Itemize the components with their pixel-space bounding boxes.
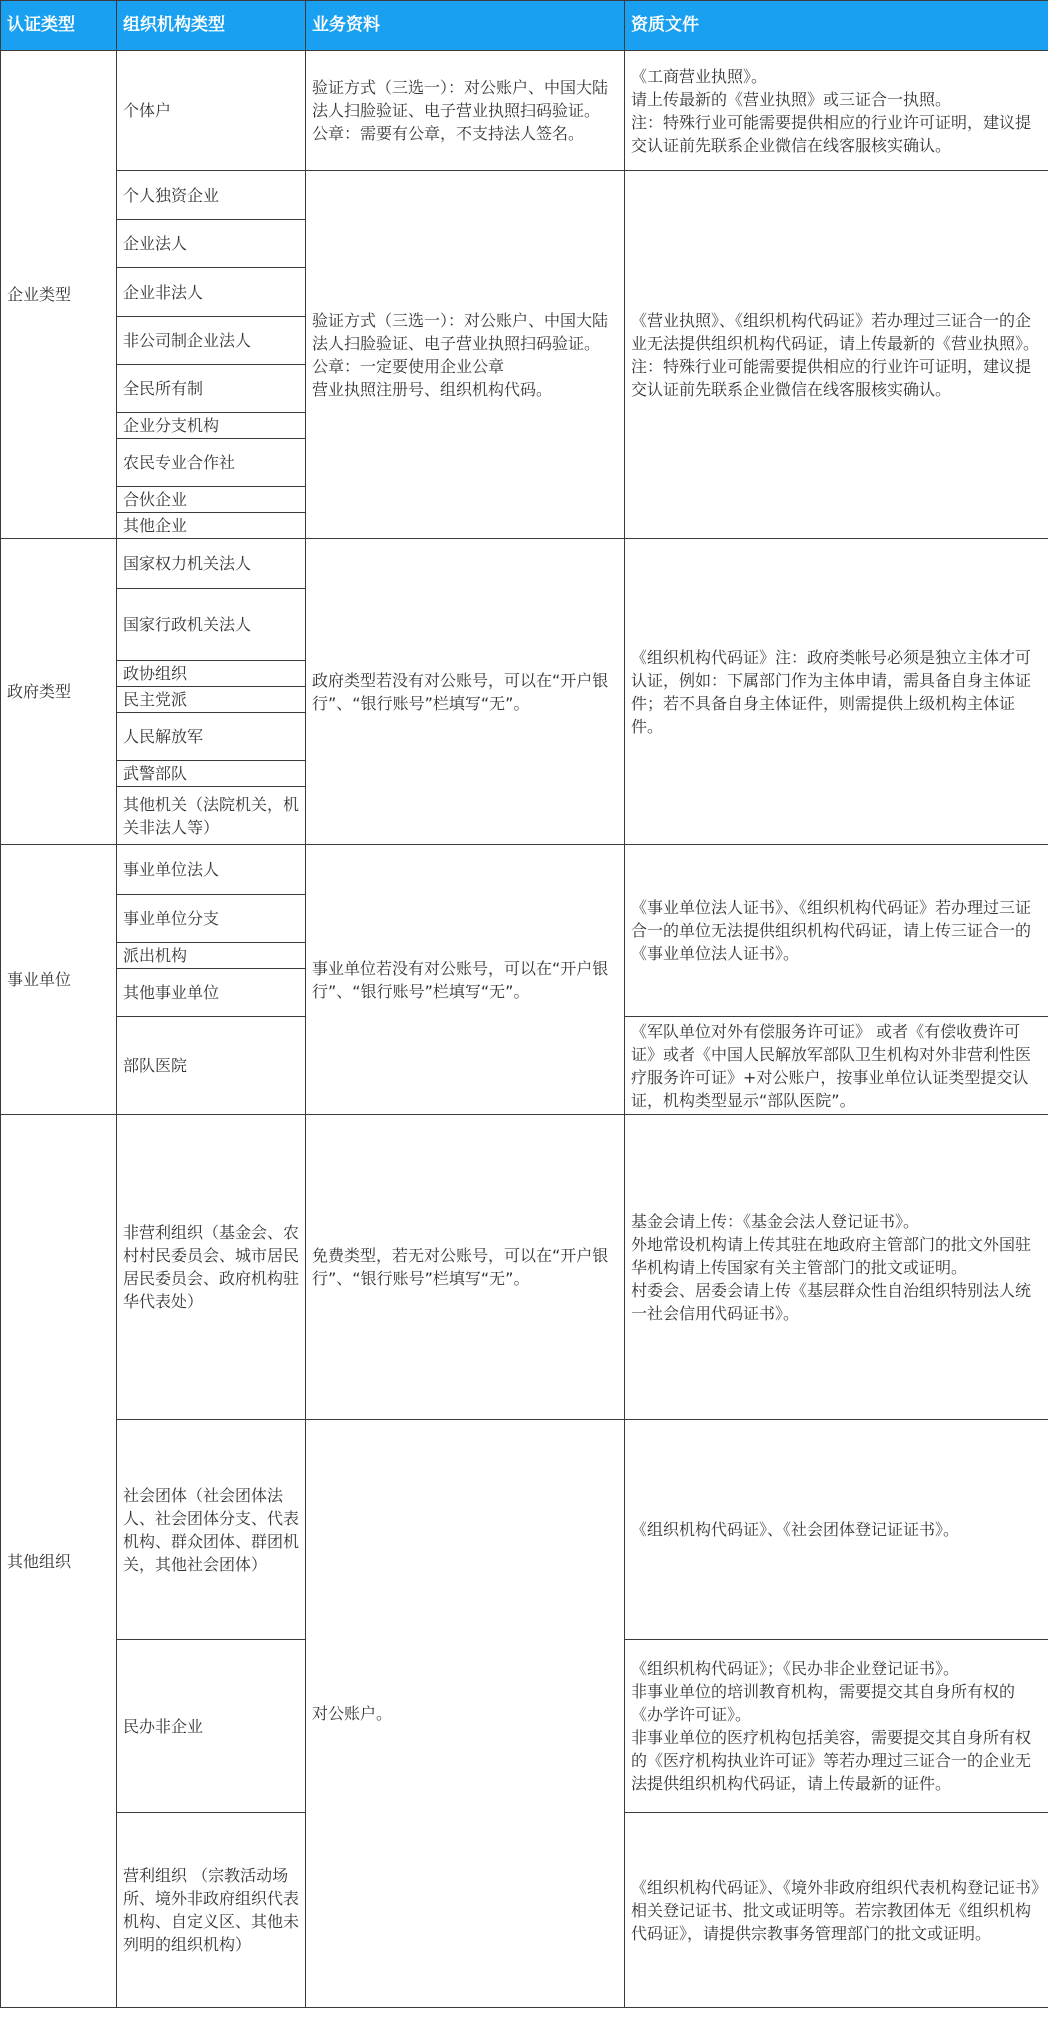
org-type-cell: 营利组织 （宗教活动场所、境外非政府组织代表机构、自定义区、其他未列明的组织机构） — [117, 1813, 306, 2008]
table-row — [1, 51, 1048, 171]
org-type-cell: 农民专业合作社 — [117, 439, 306, 487]
org-type-cell: 国家权力机关法人 — [117, 539, 306, 589]
table-row — [1, 539, 1048, 589]
org-type-cell: 武警部队 — [117, 761, 306, 787]
qualification-cell: 基金会请上传：《基金会法人登记证书》。 外地常设机构请上传其驻在地政府主管部门的批文外国驻华机构请上传国家有关主管部门的批文或证明。 村委会、居委会请上传《基层群众性自治组织特别法人统一社会信用代码证书》。 — [625, 1115, 1048, 1420]
qualification-cell: 《组织机构代码证》；《民办非企业登记证书》。 非事业单位的培训教育机构，需要提交其自身所有权的《办学许可证》。 非事业单位的医疗机构包括美容，需要提交其自身所有权的《医疗机构执业许可证》等若办理过三证合一的企业无法提供组织机构代码证，请上传最新的证件。 — [625, 1640, 1048, 1813]
business-materials-cell: 对公账户。 — [306, 1420, 625, 2008]
header-cert-type: 认证类型 — [1, 1, 117, 51]
business-materials-cell: 政府类型若没有对公账号，可以在“开户银行”、“银行账号”栏填写“无”。 — [306, 539, 625, 845]
org-type-cell: 其他事业单位 — [117, 969, 306, 1017]
org-type-cell: 事业单位法人 — [117, 845, 306, 895]
qualification-cell: 《组织机构代码证》、《社会团体登记证证书》。 — [625, 1420, 1048, 1640]
qualification-cell: 《营业执照》、《组织机构代码证》若办理过三证合一的企业无法提供组织机构代码证，请上传最新的《营业执照》。 注：特殊行业可能需要提供相应的行业许可证明，建议提交认证前先联系企业微信在线客服核实确认。 — [625, 171, 1048, 539]
org-type-cell: 企业分支机构 — [117, 413, 306, 439]
category-other: 其他组织 — [1, 1115, 117, 2008]
org-type-cell: 企业法人 — [117, 220, 306, 268]
header-row — [1, 1, 1048, 51]
org-type-cell: 部队医院 — [117, 1017, 306, 1115]
business-materials-cell: 验证方式（三选一）：对公账户、中国大陆法人扫脸验证、电子营业执照扫码验证。 公章：需要有公章，不支持法人签名。 — [306, 51, 625, 171]
org-type-cell: 个人独资企业 — [117, 171, 306, 220]
qualification-cell: 《事业单位法人证书》、《组织机构代码证》若办理过三证合一的单位无法提供组织机构代码证，请上传三证合一的《事业单位法人证书》。 — [625, 845, 1048, 1017]
qualification-cell: 《组织机构代码证》、《境外非政府组织代表机构登记证书》相关登记证书、批文或证明等。若宗教团体无《组织机构代码证》，请提供宗教事务管理部门的批文或证明。 — [625, 1813, 1048, 2008]
table-row — [1, 845, 1048, 895]
org-type-cell: 民主党派 — [117, 687, 306, 713]
org-type-cell: 社会团体（社会团体法人、社会团体分支、代表机构、群众团体、群团机关，其他社会团体） — [117, 1420, 306, 1640]
org-type-cell: 政协组织 — [117, 661, 306, 687]
header-business-materials: 业务资料 — [306, 1, 625, 51]
org-type-cell: 个体户 — [117, 51, 306, 171]
table-row — [1, 1420, 1048, 1640]
table-row — [1, 171, 1048, 220]
header-qualification-files: 资质文件 — [625, 1, 1048, 51]
category-institution: 事业单位 — [1, 845, 117, 1115]
table-row — [1, 1115, 1048, 1420]
org-type-cell: 其他机关（法院机关，机关非法人等） — [117, 787, 306, 845]
business-materials-cell: 事业单位若没有对公账号，可以在“开户银行”、“银行账号”栏填写“无”。 — [306, 845, 625, 1115]
category-government: 政府类型 — [1, 539, 117, 845]
org-type-cell: 事业单位分支 — [117, 895, 306, 943]
org-type-cell: 派出机构 — [117, 943, 306, 969]
header-org-type: 组织机构类型 — [117, 1, 306, 51]
qualification-cell: 《组织机构代码证》注：政府类帐号必须是独立主体才可认证，例如：下属部门作为主体申请，需具备自身主体证件；若不具备自身主体证件，则需提供上级机构主体证件。 — [625, 539, 1048, 845]
org-type-cell: 国家行政机关法人 — [117, 589, 306, 661]
org-type-cell: 人民解放军 — [117, 713, 306, 761]
org-type-cell: 全民所有制 — [117, 365, 306, 413]
category-enterprise: 企业类型 — [1, 51, 117, 539]
qualification-cell: 《军队单位对外有偿服务许可证》 或者《有偿收费许可证》或者《中国人民解放军部队卫生机构对外非营利性医疗服务许可证》+对公账户，按事业单位认证类型提交认证，机构类型显示“部队医院”。 — [625, 1017, 1048, 1115]
org-type-cell: 非公司制企业法人 — [117, 317, 306, 365]
business-materials-cell: 免费类型，若无对公账号，可以在“开户银行”、“银行账号”栏填写“无”。 — [306, 1115, 625, 1420]
org-type-cell: 其他企业 — [117, 513, 306, 539]
org-type-cell: 非营利组织（基金会、农村村民委员会、城市居民居民委员会、政府机构驻华代表处） — [117, 1115, 306, 1420]
qualification-cell: 《工商营业执照》。 请上传最新的《营业执照》或三证合一执照。 注：特殊行业可能需要提供相应的行业许可证明，建议提交认证前先联系企业微信在线客服核实确认。 — [625, 51, 1048, 171]
org-type-cell: 企业非法人 — [117, 268, 306, 317]
org-type-cell: 民办非企业 — [117, 1640, 306, 1813]
org-type-cell: 合伙企业 — [117, 487, 306, 513]
business-materials-cell: 验证方式（三选一）：对公账户、中国大陆法人扫脸验证、电子营业执照扫码验证。 公章：一定要使用企业公章 营业执照注册号、组织机构代码。 — [306, 171, 625, 539]
